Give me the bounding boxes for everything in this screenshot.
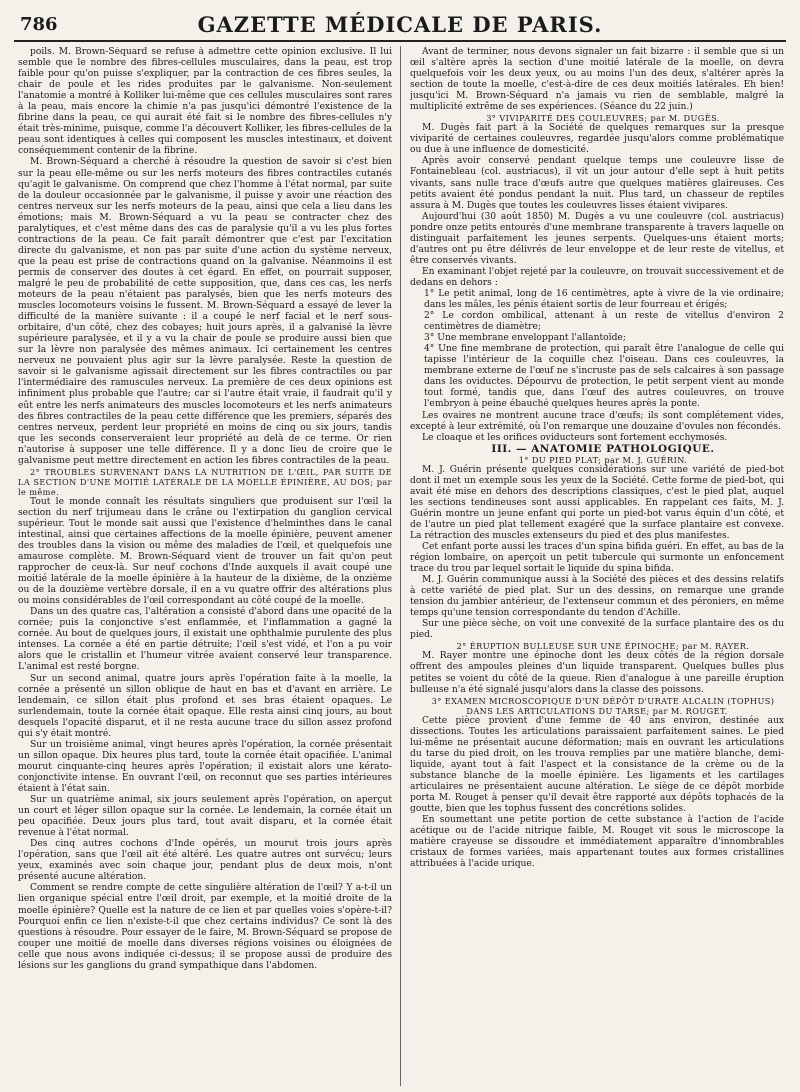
paragraph: M. Rayer montre une épinoche dont les deux côtés de la région dorsale offrent des ampoules pleines d'un liquide transparent. Quelques bulles plus petites se voient du côté de la queue. Rien d'analogue à une pareille éruption bulleuse n'a été signalé jusqu'alors dans la classe des poissons. [410,651,784,695]
paragraph: Cet enfant porte aussi les traces d'un spina bifida guéri. En effet, au bas de la région lombaire, on aperçoit un petit tubercule qui surmonte un enfoncement trace du trou par lequel sortait le liquide du spina bifida. [410,542,784,575]
list-item: 2° Le cordon ombilical, attenant à un reste de vitellus d'environ 2 centimètres de diamètre; [424,311,784,333]
section-heading: 1° DU PIED PLAT; par M. J. GUÉRIN. [518,454,688,465]
list-item: 3° Une membrane enveloppant l'allantoïde; [424,333,626,344]
page-header [14,12,786,38]
paragraph: En soumettant une petite portion de cette substance à l'action de l'acide acétique ou de l'acide nitrique faible, M. Rouget vit sous le microscope la matière crayeuse se dissoudre et immédiatement apparaître d'innombrables cristaux de formes variées, mais appartenant toutes aux formes cristallines attribuées à l'acide urique. [410,815,784,870]
column-divider [400,46,401,1086]
paragraph: M. Dugès fait part à la Société de quelques remarques sur la presque viviparité de certaines couleuvres, regardée jusqu'alors comme problématique ou due à une influence de domesticité. [410,123,784,156]
section-heading: 2° TROUBLES SURVENANT DANS LA NUTRITION DE L'ŒIL, PAR SUITE DE LA SECTION D'UNE MOITIÉ LATÉRALE DE LA MOELLE ÉPINIÈRE, AU DOS; par le même. [18,466,392,497]
paragraph: M. Brown-Séquard a cherché à résoudre la question de savoir si c'est bien sur la peau elle-même ou sur les nerfs moteurs des fibres contractiles cutanés qu'agit le galvanisme. On comprend que chez l'homme à l'état normal, par suite de la douleur occasionnée par le galvanisme, il puisse y avoir une réaction des centres nerveux sur les nerfs moteurs de la peau, ainsi que cela a lieu dans les émotions; mais M. Brown-Séquard a vu la peau se contracter chez des paralytiques, et c'est même dans des cas de paralysie qu'il a vu les plus fortes contractions de la peau. Ce fait paraît démontrer que c'est par l'excitation directe du galvanisme, et non pas par suite d'une action du système nerveux, que la peau est prise de contractions quand on la galvanise. Néanmoins il est permis de conserver des doutes à cet égard. En effet, on pourrait supposer, malgré le peu de probabilité de cette supposition, que, dans ces cas, les nerfs moteurs de la peau n'étaient pas paralysés, bien que les nerfs moteurs des muscles locomoteurs voisins le fussent. M. Brown-Séquard a essayé de lever la difficulté de la manière suivante : il a coupé le nerf facial et le nerf sous-orbitaire, d'un côté, chez des cobayes; huit jours après, il a galvanisé la lèvre supérieure paralysée, et il y a vu la chair de poule se produire aussi bien que sur la lèvre non paralysée des mêmes animaux. Ici certainement les centres nerveux ne pouvaient plus agir sur la lèvre paralysée. Reste la question de savoir si le galvanisme agissait directement sur les fibres contractiles ou par l'intermédiaire des ramuscules nerveux. La première de ces deux opinions est infiniment plus probable que l'autre; car si l'autre était vraie, il faudrait qu'il y eût entre les nerfs animateurs des muscles locomoteurs et les nerfs animateurs des fibres contractiles de la peau cette différence que les premiers, séparés des centres nerveux, perdent leur propriété en moins de cinq ou six jours, tandis que les seconds conserveraient leur propriété au delà de ce terme. Or rien n'autorise à supposer une telle différence. Il y a donc lieu de croire que le galvanisme peut mettre directement en action les fibres contractiles de la peau. [18,157,392,466]
page-number: 786 [20,14,58,35]
paragraph: Dans un des quatre cas, l'altération a consisté d'abord dans une opacité de la cornée; puis la conjonctive s'est enflammée, et l'inflammation a gagné la cornée. Au bout de quelques jours, il existait une ophthalmie purulente des plus intenses. La cornée a été en partie détruite; l'œil s'est vidé, et l'on a pu voir alors que le cristallin et l'humeur vitrée avaient conservé leur transparence. L'animal est resté borgne. [18,607,392,673]
paragraph: Après avoir conservé pendant quelque temps une couleuvre lisse de Fontainebleau (col. austriacus), il vit un jour autour d'elle sept à huit petits vivants, sans nulle trace d'œufs autre que quelques matières glaireuses. Ces petits avaient été pondus pendant la nuit. Plus tard, un chasseur de reptiles assura à M. Dugès que toutes les couleuvres lisses étaient vivipares. [410,156,784,211]
section-heading: 3° VIVIPARITÉ DES COULEUVRES; par M. DUGÈS. [486,113,720,124]
paragraph: Sur un troisième animal, vingt heures après l'opération, la cornée présentait un sillon opaque. Dix heures plus tard, toute la cornée était opacifiée. L'animal mourut cinquante-cinq heures après l'opération; il existait alors une kérato-conjonctivite intense. En ouvrant l'œil, on reconnut que ses parties intérieures étaient à l'état sain. [18,739,392,794]
journal-title: GAZETTE MÉDICALE DE PARIS. [197,12,603,37]
left-column [18,47,392,1087]
paragraph: Sur une pièce sèche, on voit une convexité de la surface plantaire des os du pied. [410,619,784,641]
paragraph: Sur un quatrième animal, six jours seulement après l'opération, on aperçut un court et léger sillon opaque sur la cornée. Le lendemain, la cornée était un peu opacifiée. Deux jours plus tard, tout avait disparu, et la cornée était revenue à l'état normal. [18,795,392,839]
paragraph: Tout le monde connaît les résultats singuliers que produisent sur l'œil la section du nerf trijumeau dans le crâne ou l'extirpation du ganglion cervical supérieur. Tout le monde sait aussi que l'existence d'helminthes dans le canal intestinal, ainsi que certaines affections de la moelle épinière, peuvent amener des troubles dans la vision ou même des maladies de l'œil, et quelquefois une amaurose complète. M. Brown-Séquard vient de trouver un fait qu'on peut rapprocher de ceux-là. Sur neuf cochons d'Inde auxquels il avait coupé une moitié latérale de la moelle épinière à la hauteur de la dixième, de la onzième ou de la douzième vertèbre dorsale, il en a vu quatre offrir des altérations plus ou moins considérables de l'œil correspondant au côté coupé de la moelle. [18,496,392,607]
paragraph: Des cinq autres cochons d'Inde opérés, un mourut trois jours après l'opération, sans que l'œil ait été altéré. Les quatre autres ont survécu; leurs yeux, examinés avec soin chaque jour, pendant plus de deux mois, n'ont présenté aucune altération. [18,839,392,883]
paragraph: Le cloaque et les orifices oviducteurs sont fortement ecchymosés. [422,432,728,443]
section-heading: 2° ÉRUPTION BULLEUSE SUR UNE ÉPINOCHE; par M. RAYER. [456,641,750,652]
list-item: 4° Une fine membrane de protection, qui paraît être l'analogue de celle qui tapisse l'intérieur de la coquille chez l'oiseau. Dans ces couleuvres, la membrane externe de l'œuf ne s'incruste pas de sels calcaires à son passage dans les oviductes. Dépourvu de protection, le petit serpent vient au monde tout formé, tandis que, dans l'œuf des autres couleuvres, on trouve l'embryon à peine ébauché quelques heures après la ponte. [424,344,784,410]
paragraph: Cette pièce provient d'une femme de 40 ans environ, destinée aux dissections. Toutes les articulations paraissaient parfaitement saines. Le pied lui-même ne présentait aucune déformation; mais en ouvrant les articulations du tarse du pied droit, on les trouva remplies par une matière blanche, demi-liquide, ayant tout à fait l'aspect et la consistance de la crème ou de la substance blanche de la moelle épinière. Les ligaments et les cartilages articulaires ne présentaient aucune altération. Le siège de ce dépôt morbide porta M. Rouget à penser qu'il devait être rapporté aux dépôts tophacés de la goutte, bien que les tophus fussent des concrétions solides. [410,715,784,814]
right-column [410,47,784,1087]
paragraph: Aujourd'hui (30 août 1850) M. Dugès a vu une couleuvre (col. austriacus) pondre onze petits entourés d'une membrane transparente à travers laquelle on distinguait parfaitement les jeunes serpents. Quelques-uns étaient morts; d'autres ont pu être délivrés de leur enveloppe et de leur reste de vitellus, et être conservés vivants. [410,211,784,266]
list-item: 1° Le petit animal, long de 16 centimètres, apte à vivre de la vie ordinaire; dans les mâles, les pénis étaient sortis de leur fourreau et érigés; [424,288,784,311]
section-heading: 3° EXAMEN MICROSCOPIQUE D'UN DÉPÔT D'URATE ALCALIN (TOPHUS) DANS LES ARTICULATIONS DU TARSE; par M. ROUGET. [431,695,775,716]
paragraph: Sur un second animal, quatre jours après l'opération faite à la moelle, la cornée a présenté un sillon oblique de haut en bas et d'avant en arrière. Le lendemain, ce sillon était plus profond et ses bras étaient opaques. Le surlendemain, toute la cornée était opaque. Elle resta ainsi cinq jours, au bout desquels l'opacité disparut, et il ne resta aucune trace du sillon assez profond qui s'y était montré. [18,673,392,739]
paragraph: Avant de terminer, nous devons signaler un fait bizarre : il semble que si un œil s'altère après la section d'une moitié latérale de la moelle, on devra quelquefois voir les deux yeux, ou au moins l'un des deux, s'altérer après la section de toute la moelle, c'est-à-dire de ces deux moitiés latérales. Eh bien! jusqu'ici M. Brown-Séquard n'a jamais vu rien de semblable, malgré la multiplicité extrême de ses expériences. (Séance du 22 juin.) [410,47,784,113]
paragraph: En examinant l'objet rejeté par la couleuvre, on trouvait successivement et de dedans en dehors : [410,266,784,288]
paragraph: M. J. Guérin présente quelques considérations sur une variété de pied-bot dont il met un exemple sous les yeux de la Société. Cette forme de pied-bot, qui avait été mise en dehors des descriptions classiques, c'est le pied plat, auquel les sections tendineuses sont aussi applicables. En rappelant ces faits, M. J. Guérin montre un jeune enfant qui porte un pied-bot varus équin d'un côté, et de l'autre un pied plat tellement exagéré que la surface plantaire est convexe. La rétraction des muscles extenseurs du pied et des plus manifestes. [410,464,784,541]
paragraph: poils. M. Brown-Séquard se refuse à admettre cette opinion exclusive. Il lui semble que le nombre des fibres-cellules musculaires, dans la peau, est trop faible pour qu'on puisse s'expliquer, par la contraction de ces fibres seules, la chair de poule et les rides produites par le galvanisme. Non-seulement l'anatomie a montré à Kolliker lui-même que ces cellules musculaires sont rares à la peau, mais encore la chimie n'a pas jusqu'ici démontré l'existence de la fibrine dans la peau, ce qui aurait été fait si le nombre des fibres-cellules n'y était très-minime, puisque, comme l'a découvert Kolliker, les fibres-cellules de la peau sont identiques à celles qui composent les muscles intestinaux, et doivent conséquemment contenir de la fibrine. [18,47,392,157]
major-section-heading: III. — ANATOMIE PATHOLOGIQUE. [491,442,715,455]
paragraph: M. J. Guérin communique aussi à la Société des pièces et des dessins relatifs à cette variété de pied plat. Sur un des dessins, on remarque une grande tension du jambier antérieur, de l'extenseur commun et des péroniers, en même temps qu'une tension correspondante du tendon d'Achille. [410,575,784,619]
paragraph: Les ovaires ne montrent aucune trace d'œufs; ils sont complétement vides, excepté à leur extrémité, où l'on remarque une douzaine d'ovules non fécondés. [410,410,784,432]
paragraph: Comment se rendre compte de cette singulière altération de l'œil? Y a-t-il un lien organique spécial entre l'œil droit, par exemple, et la moitié droite de la moelle épinière? Quelle est la nature de ce lien et par quelles voies s'opère-t-il? Pourquoi enfin ce lien n'existe-t-il que chez certains individus? Ce sont là des questions à résoudre. Pour essayer de le faire, M. Brown-Séquard se propose de couper une moitié de moelle dans diverses régions voisines ou éloignées de celle que nous avons indiquée ci-dessus; il se propose aussi de produire des lésions sur les ganglions du grand sympathique dans l'abdomen. [18,883,392,971]
header-rule [14,40,786,42]
